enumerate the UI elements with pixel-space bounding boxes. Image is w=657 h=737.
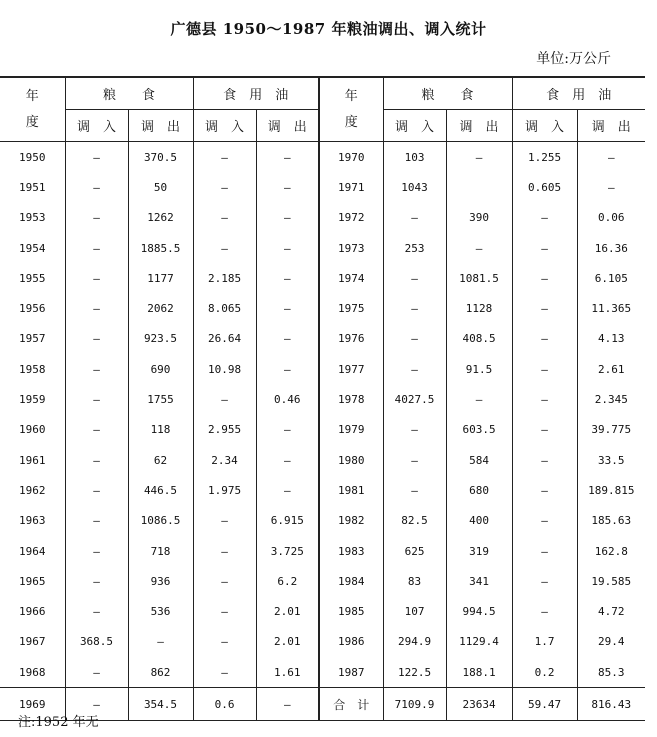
header-year-left: 年 度: [0, 77, 65, 142]
right-grain-out-cell: 319: [446, 536, 512, 566]
left-oil-in-cell: 1.975: [193, 475, 256, 505]
table-row: [0, 203, 645, 233]
left-oil-out-cell: —: [256, 293, 319, 323]
left-oil-in-cell: —: [193, 566, 256, 596]
left-year-cell: 1950: [19, 150, 46, 164]
right-grain-out-cell: 584: [446, 445, 512, 475]
left-year-cell: 1951: [19, 180, 46, 194]
header-oil-out-left: 调 出: [256, 110, 319, 142]
grain-oil-table: [0, 76, 645, 721]
right-grain-in-cell: —: [383, 354, 446, 384]
right-year-cell: 1984: [319, 566, 383, 596]
left-grain-in-cell: —: [65, 506, 128, 536]
left-year-cell: 1965: [19, 574, 46, 588]
left-grain-in-cell: —: [65, 263, 128, 293]
left-year-cell: 1962: [19, 483, 46, 497]
left-grain-out-cell: 1755: [128, 384, 193, 414]
left-year-cell: 1956: [19, 302, 46, 316]
left-grain-in-cell: —: [65, 324, 128, 354]
right-oil-out-cell: 39.775: [577, 415, 645, 445]
right-year-cell: 1979: [319, 415, 383, 445]
table-row: [0, 233, 645, 263]
right-oil-in-cell: —: [512, 415, 577, 445]
left-grain-out-cell: 862: [128, 657, 193, 688]
left-grain-in-cell: —: [65, 596, 128, 626]
left-oil-out-cell: 3.725: [256, 536, 319, 566]
left-oil-in-cell: 0.6: [193, 688, 256, 721]
left-year-cell: 1954: [19, 241, 46, 255]
table-row: [0, 142, 645, 173]
left-grain-out-cell: 1086.5: [128, 506, 193, 536]
table-row: [0, 415, 645, 445]
right-grain-in-cell: —: [383, 415, 446, 445]
table-title: 广德县 1950～1987 年粮油调出、调入统计: [170, 20, 487, 38]
header-oil-out-right: 调 出: [577, 110, 645, 142]
left-oil-out-cell: 2.01: [256, 596, 319, 626]
right-grain-out-cell: 1081.5: [446, 263, 512, 293]
left-grain-in-cell: —: [65, 354, 128, 384]
left-grain-out-cell: —: [128, 627, 193, 657]
left-year-cell: 1958: [19, 362, 46, 376]
header-year-right: 年 度: [319, 77, 383, 142]
right-grain-in-cell: 82.5: [383, 506, 446, 536]
left-grain-in-cell: —: [65, 384, 128, 414]
right-grain-in-cell: 107: [383, 596, 446, 626]
right-year-cell: 1975: [319, 293, 383, 323]
left-oil-in-cell: —: [193, 384, 256, 414]
right-grain-out-cell: [446, 172, 512, 202]
right-oil-in-cell: —: [512, 324, 577, 354]
header-grain-out-left: 调 出: [128, 110, 193, 142]
left-grain-in-cell: —: [65, 475, 128, 505]
right-grain-out-cell: —: [446, 142, 512, 173]
left-grain-in-cell: —: [65, 203, 128, 233]
left-oil-in-cell: 8.065: [193, 293, 256, 323]
right-oil-out-cell: 4.13: [577, 324, 645, 354]
right-grain-out-cell: 23634: [446, 688, 512, 721]
right-year-cell: 1983: [319, 536, 383, 566]
left-year-cell: 1964: [19, 544, 46, 558]
right-year-cell: 1974: [319, 263, 383, 293]
left-oil-in-cell: 2.185: [193, 263, 256, 293]
right-grain-out-cell: —: [446, 233, 512, 263]
left-grain-in-cell: —: [65, 445, 128, 475]
left-grain-in-cell: —: [65, 142, 128, 173]
right-year-cell: 1987: [319, 657, 383, 688]
left-grain-out-cell: 2062: [128, 293, 193, 323]
left-grain-in-cell: —: [65, 415, 128, 445]
left-oil-out-cell: —: [256, 475, 319, 505]
header-grain-in-left: 调 入: [65, 110, 128, 142]
left-oil-out-cell: —: [256, 142, 319, 173]
right-year-cell: 1986: [319, 627, 383, 657]
left-oil-out-cell: —: [256, 172, 319, 202]
left-oil-in-cell: 10.98: [193, 354, 256, 384]
header-grain-right: 粮 食: [383, 77, 512, 110]
right-oil-out-cell: 2.61: [577, 354, 645, 384]
left-oil-in-cell: —: [193, 172, 256, 202]
right-oil-in-cell: —: [512, 293, 577, 323]
left-year-cell: 1969: [0, 688, 65, 721]
right-grain-in-cell: 4027.5: [383, 384, 446, 414]
left-year-cell: 1967: [19, 635, 46, 649]
right-oil-out-cell: 816.43: [577, 688, 645, 721]
right-grain-out-cell: 1128: [446, 293, 512, 323]
right-grain-in-cell: 83: [383, 566, 446, 596]
header-grain-in-right: 调 入: [383, 110, 446, 142]
right-oil-in-cell: —: [512, 596, 577, 626]
header-grain-out-right: 调 出: [446, 110, 512, 142]
right-grain-out-cell: 603.5: [446, 415, 512, 445]
left-year-cell: 1966: [19, 605, 46, 619]
left-grain-out-cell: 718: [128, 536, 193, 566]
right-grain-in-cell: 253: [383, 233, 446, 263]
left-oil-in-cell: —: [193, 536, 256, 566]
right-oil-in-cell: 59.47: [512, 688, 577, 721]
right-grain-in-cell: —: [383, 263, 446, 293]
left-grain-out-cell: 50: [128, 172, 193, 202]
left-oil-out-cell: —: [256, 233, 319, 263]
table-row: [0, 627, 645, 657]
left-grain-out-cell: 1885.5: [128, 233, 193, 263]
right-grain-in-cell: 294.9: [383, 627, 446, 657]
header-grain-left: 粮 食: [65, 77, 193, 110]
left-grain-in-cell: —: [65, 657, 128, 688]
unit-label: 单位:万公斤: [536, 51, 611, 67]
left-oil-in-cell: —: [193, 596, 256, 626]
left-year-cell: 1961: [19, 453, 46, 467]
right-year-cell: 1985: [319, 596, 383, 626]
right-oil-in-cell: 0.605: [512, 172, 577, 202]
table-row: [0, 445, 645, 475]
left-oil-out-cell: —: [256, 263, 319, 293]
right-oil-out-cell: 16.36: [577, 233, 645, 263]
left-grain-in-cell: —: [65, 688, 128, 721]
right-grain-in-cell: —: [383, 475, 446, 505]
right-year-cell: 1980: [319, 445, 383, 475]
left-oil-in-cell: —: [193, 203, 256, 233]
right-grain-in-cell: —: [383, 203, 446, 233]
right-oil-in-cell: —: [512, 566, 577, 596]
left-oil-out-cell: —: [256, 324, 319, 354]
right-grain-out-cell: 91.5: [446, 354, 512, 384]
right-grain-out-cell: 341: [446, 566, 512, 596]
left-grain-out-cell: 354.5: [128, 688, 193, 721]
right-oil-in-cell: —: [512, 203, 577, 233]
table-row: [0, 172, 645, 202]
right-grain-in-cell: 7109.9: [383, 688, 446, 721]
right-grain-out-cell: 188.1: [446, 657, 512, 688]
right-year-cell: 1976: [319, 324, 383, 354]
right-oil-out-cell: 29.4: [577, 627, 645, 657]
right-oil-in-cell: 0.2: [512, 657, 577, 688]
right-oil-in-cell: 1.255: [512, 142, 577, 173]
right-grain-out-cell: 390: [446, 203, 512, 233]
left-oil-out-cell: 1.61: [256, 657, 319, 688]
left-grain-out-cell: 536: [128, 596, 193, 626]
header-oil-in-left: 调 入: [193, 110, 256, 142]
left-oil-out-cell: —: [256, 354, 319, 384]
right-grain-out-cell: 1129.4: [446, 627, 512, 657]
table-row: [0, 324, 645, 354]
left-grain-out-cell: 923.5: [128, 324, 193, 354]
right-grain-in-cell: —: [383, 293, 446, 323]
right-oil-out-cell: 0.06: [577, 203, 645, 233]
right-year-cell: 1971: [319, 172, 383, 202]
right-year-cell: 1972: [319, 203, 383, 233]
right-oil-out-cell: 185.63: [577, 506, 645, 536]
left-oil-in-cell: —: [193, 657, 256, 688]
left-year-cell: 1955: [19, 271, 46, 285]
left-oil-in-cell: —: [193, 506, 256, 536]
right-grain-in-cell: 625: [383, 536, 446, 566]
table-row: [0, 263, 645, 293]
header-oil-in-right: 调 入: [512, 110, 577, 142]
table-row: [0, 566, 645, 596]
right-oil-out-cell: 85.3: [577, 657, 645, 688]
right-oil-out-cell: 19.585: [577, 566, 645, 596]
right-oil-in-cell: —: [512, 536, 577, 566]
left-grain-in-cell: —: [65, 536, 128, 566]
right-oil-out-cell: 189.815: [577, 475, 645, 505]
right-oil-in-cell: —: [512, 475, 577, 505]
right-year-cell: 1973: [319, 233, 383, 263]
right-oil-out-cell: 162.8: [577, 536, 645, 566]
left-year-cell: 1957: [19, 332, 46, 346]
right-oil-out-cell: 2.345: [577, 384, 645, 414]
right-grain-in-cell: —: [383, 445, 446, 475]
right-oil-out-cell: 6.105: [577, 263, 645, 293]
right-oil-in-cell: —: [512, 384, 577, 414]
right-oil-out-cell: —: [577, 142, 645, 173]
table-row: [0, 475, 645, 505]
right-oil-out-cell: 11.365: [577, 293, 645, 323]
right-year-cell: 1981: [319, 475, 383, 505]
left-oil-out-cell: 6.2: [256, 566, 319, 596]
right-oil-in-cell: —: [512, 354, 577, 384]
left-oil-in-cell: —: [193, 627, 256, 657]
footnote: 注:1952 年无: [18, 715, 99, 730]
right-oil-in-cell: —: [512, 263, 577, 293]
right-grain-out-cell: 400: [446, 506, 512, 536]
left-grain-out-cell: 446.5: [128, 475, 193, 505]
table-row: [0, 506, 645, 536]
right-year-cell: 合 计: [319, 688, 383, 721]
left-grain-out-cell: 118: [128, 415, 193, 445]
right-oil-in-cell: —: [512, 506, 577, 536]
left-grain-out-cell: 370.5: [128, 142, 193, 173]
right-grain-out-cell: —: [446, 384, 512, 414]
left-oil-out-cell: 0.46: [256, 384, 319, 414]
right-oil-out-cell: —: [577, 172, 645, 202]
right-oil-out-cell: 4.72: [577, 596, 645, 626]
right-grain-in-cell: 1043: [383, 172, 446, 202]
right-year-cell: 1982: [319, 506, 383, 536]
table-row: [0, 293, 645, 323]
left-grain-out-cell: 1262: [128, 203, 193, 233]
left-oil-out-cell: —: [256, 415, 319, 445]
left-oil-out-cell: —: [256, 445, 319, 475]
left-grain-in-cell: 368.5: [65, 627, 128, 657]
right-oil-in-cell: 1.7: [512, 627, 577, 657]
right-oil-out-cell: 33.5: [577, 445, 645, 475]
header-oil-left: 食 用 油: [193, 77, 319, 110]
header-oil-right: 食 用 油: [512, 77, 645, 110]
right-year-cell: 1977: [319, 354, 383, 384]
right-grain-in-cell: 122.5: [383, 657, 446, 688]
left-oil-out-cell: 2.01: [256, 627, 319, 657]
right-grain-in-cell: 103: [383, 142, 446, 173]
left-oil-in-cell: —: [193, 142, 256, 173]
left-oil-in-cell: 2.955: [193, 415, 256, 445]
left-year-cell: 1959: [19, 393, 46, 407]
right-grain-in-cell: —: [383, 324, 446, 354]
left-grain-out-cell: 936: [128, 566, 193, 596]
left-year-cell: 1968: [19, 665, 46, 679]
left-year-cell: 1953: [19, 211, 46, 225]
table-row: [0, 536, 645, 566]
left-year-cell: 1960: [19, 423, 46, 437]
left-oil-out-cell: 6.915: [256, 506, 319, 536]
left-grain-in-cell: —: [65, 172, 128, 202]
left-grain-in-cell: —: [65, 233, 128, 263]
right-year-cell: 1970: [319, 142, 383, 173]
table-row: [0, 657, 645, 688]
right-year-cell: 1978: [319, 384, 383, 414]
left-oil-in-cell: 2.34: [193, 445, 256, 475]
right-oil-in-cell: —: [512, 445, 577, 475]
left-grain-out-cell: 690: [128, 354, 193, 384]
left-oil-in-cell: 26.64: [193, 324, 256, 354]
right-grain-out-cell: 994.5: [446, 596, 512, 626]
left-grain-out-cell: 1177: [128, 263, 193, 293]
left-grain-in-cell: —: [65, 566, 128, 596]
left-oil-in-cell: —: [193, 233, 256, 263]
right-oil-in-cell: —: [512, 233, 577, 263]
right-grain-out-cell: 408.5: [446, 324, 512, 354]
left-grain-out-cell: 62: [128, 445, 193, 475]
table-row: [0, 384, 645, 414]
right-grain-out-cell: 680: [446, 475, 512, 505]
table-row: [0, 354, 645, 384]
table-row: [0, 596, 645, 626]
left-grain-in-cell: —: [65, 293, 128, 323]
left-oil-out-cell: —: [256, 203, 319, 233]
left-year-cell: 1963: [19, 514, 46, 528]
left-oil-out-cell: —: [256, 688, 319, 721]
